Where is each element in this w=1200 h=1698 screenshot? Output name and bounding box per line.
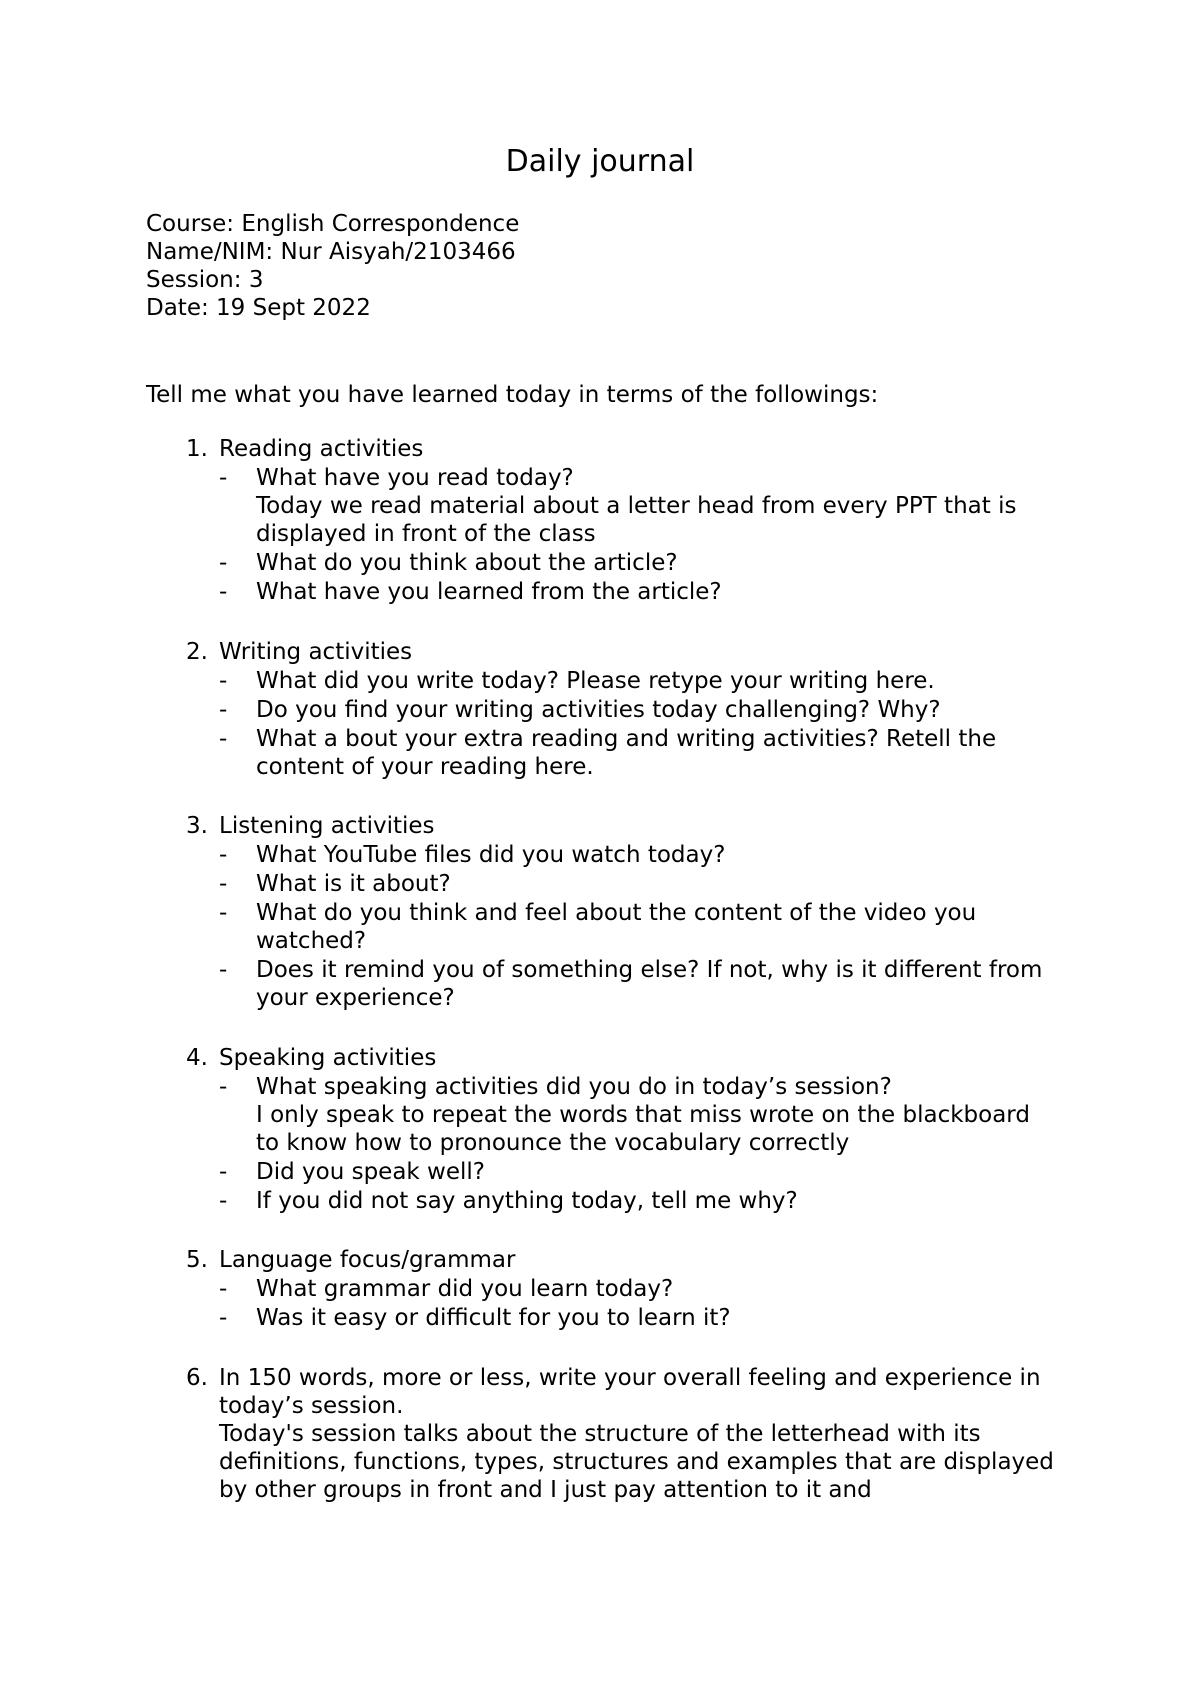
dash-bullet: - [219,1074,228,1100]
dash-bullet: - [219,579,228,605]
dash-bullet: - [219,465,228,491]
question-text: Was it easy or difficult for you to learn it? [256,1305,731,1331]
list-item [219,1187,1059,1215]
list-item [219,667,1059,695]
list-item [219,956,1059,1012]
intro-text: Tell me what you have learned today in terms of the followings: [146,382,879,408]
question-text: What grammar did you learn today? [256,1276,674,1302]
header-info [146,210,519,322]
section-grammar [0,1246,1200,1332]
dash-bullet: - [219,1276,228,1302]
page-title: Daily journal [505,144,695,179]
dash-bullet: - [219,1159,228,1185]
list-item [219,899,1059,955]
question-text: What a bout your extra reading and writing activities? Retell the content of your reading here. [256,726,997,780]
question-text: If you did not say anything today, tell me why? [256,1188,798,1214]
dash-bullet: - [219,871,228,897]
list-item [219,549,1059,577]
section-number: 1. [186,436,208,462]
section-title: Language focus/grammar [219,1247,516,1273]
dash-bullet: - [219,726,228,752]
list-item [219,870,1059,898]
question-text: What have you learned from the article? [256,579,722,605]
question-text: What speaking activities did you do in today’s session? [256,1074,892,1100]
answer-text: I only speak to repeat the words that miss wrote on the blackboard to know how to pronounce the vocabulary correctly [256,1102,1030,1156]
list-item [219,1275,1059,1303]
dash-bullet: - [219,1305,228,1331]
section-listening [0,812,1200,1012]
question-text: What YouTube files did you watch today? [256,842,726,868]
list-item [219,1158,1059,1186]
section-reading [0,435,1200,606]
question-text: What have you read today? [256,465,574,491]
section-title: Listening activities [219,813,435,839]
section-reflection [0,1364,1200,1504]
course-line: Course: English Correspondence [146,211,520,237]
dash-bullet: - [219,550,228,576]
dash-bullet: - [219,900,228,926]
section-number: 3. [186,813,208,839]
section-number: 5. [186,1247,208,1273]
answer-text: Today's session talks about the structure of the letterhead with its definitions, functions, types, structures and examples that are displayed by other groups in front and I just pay attention to it and [219,1421,1054,1503]
question-text: What do you think and feel about the content of the video you watched? [256,900,977,954]
dash-bullet: - [219,842,228,868]
dash-bullet: - [219,1188,228,1214]
question-text: What is it about? [256,871,451,897]
answer-text: Today we read material about a letter head from every PPT that is displayed in front of the class [256,493,1017,547]
session-line: Session: 3 [146,267,264,293]
list-item [219,1073,1059,1101]
question-text: Do you find your writing activities today challenging? Why? [256,697,941,723]
list-item [219,1304,1059,1332]
section-title: Reading activities [219,436,424,462]
dash-bullet: - [219,697,228,723]
list-item [219,841,1059,869]
section-speaking [0,1044,1200,1215]
dash-bullet: - [219,668,228,694]
list-item [219,696,1059,724]
question-text: What did you write today? Please retype your writing here. [256,668,935,694]
question-text: Does it remind you of something else? If not, why is it different from your experience? [256,957,1043,1011]
list-item [219,578,1059,606]
date-line: Date: 19 Sept 2022 [146,295,371,321]
list-item [219,464,1059,492]
section-number: 6. [186,1365,208,1391]
section-title: Writing activities [219,639,413,665]
question-text: Did you speak well? [256,1159,485,1185]
question-text: What do you think about the article? [256,550,678,576]
section-number: 4. [186,1045,208,1071]
section-title: Speaking activities [219,1045,437,1071]
section-writing [0,638,1200,781]
list-item [219,725,1059,781]
section-title: In 150 words, more or less, write your overall feeling and experience in today’s session. [219,1365,1041,1419]
section-number: 2. [186,639,208,665]
dash-bullet: - [219,957,228,983]
name-line: Name/NIM: Nur Aisyah/2103466 [146,239,516,265]
